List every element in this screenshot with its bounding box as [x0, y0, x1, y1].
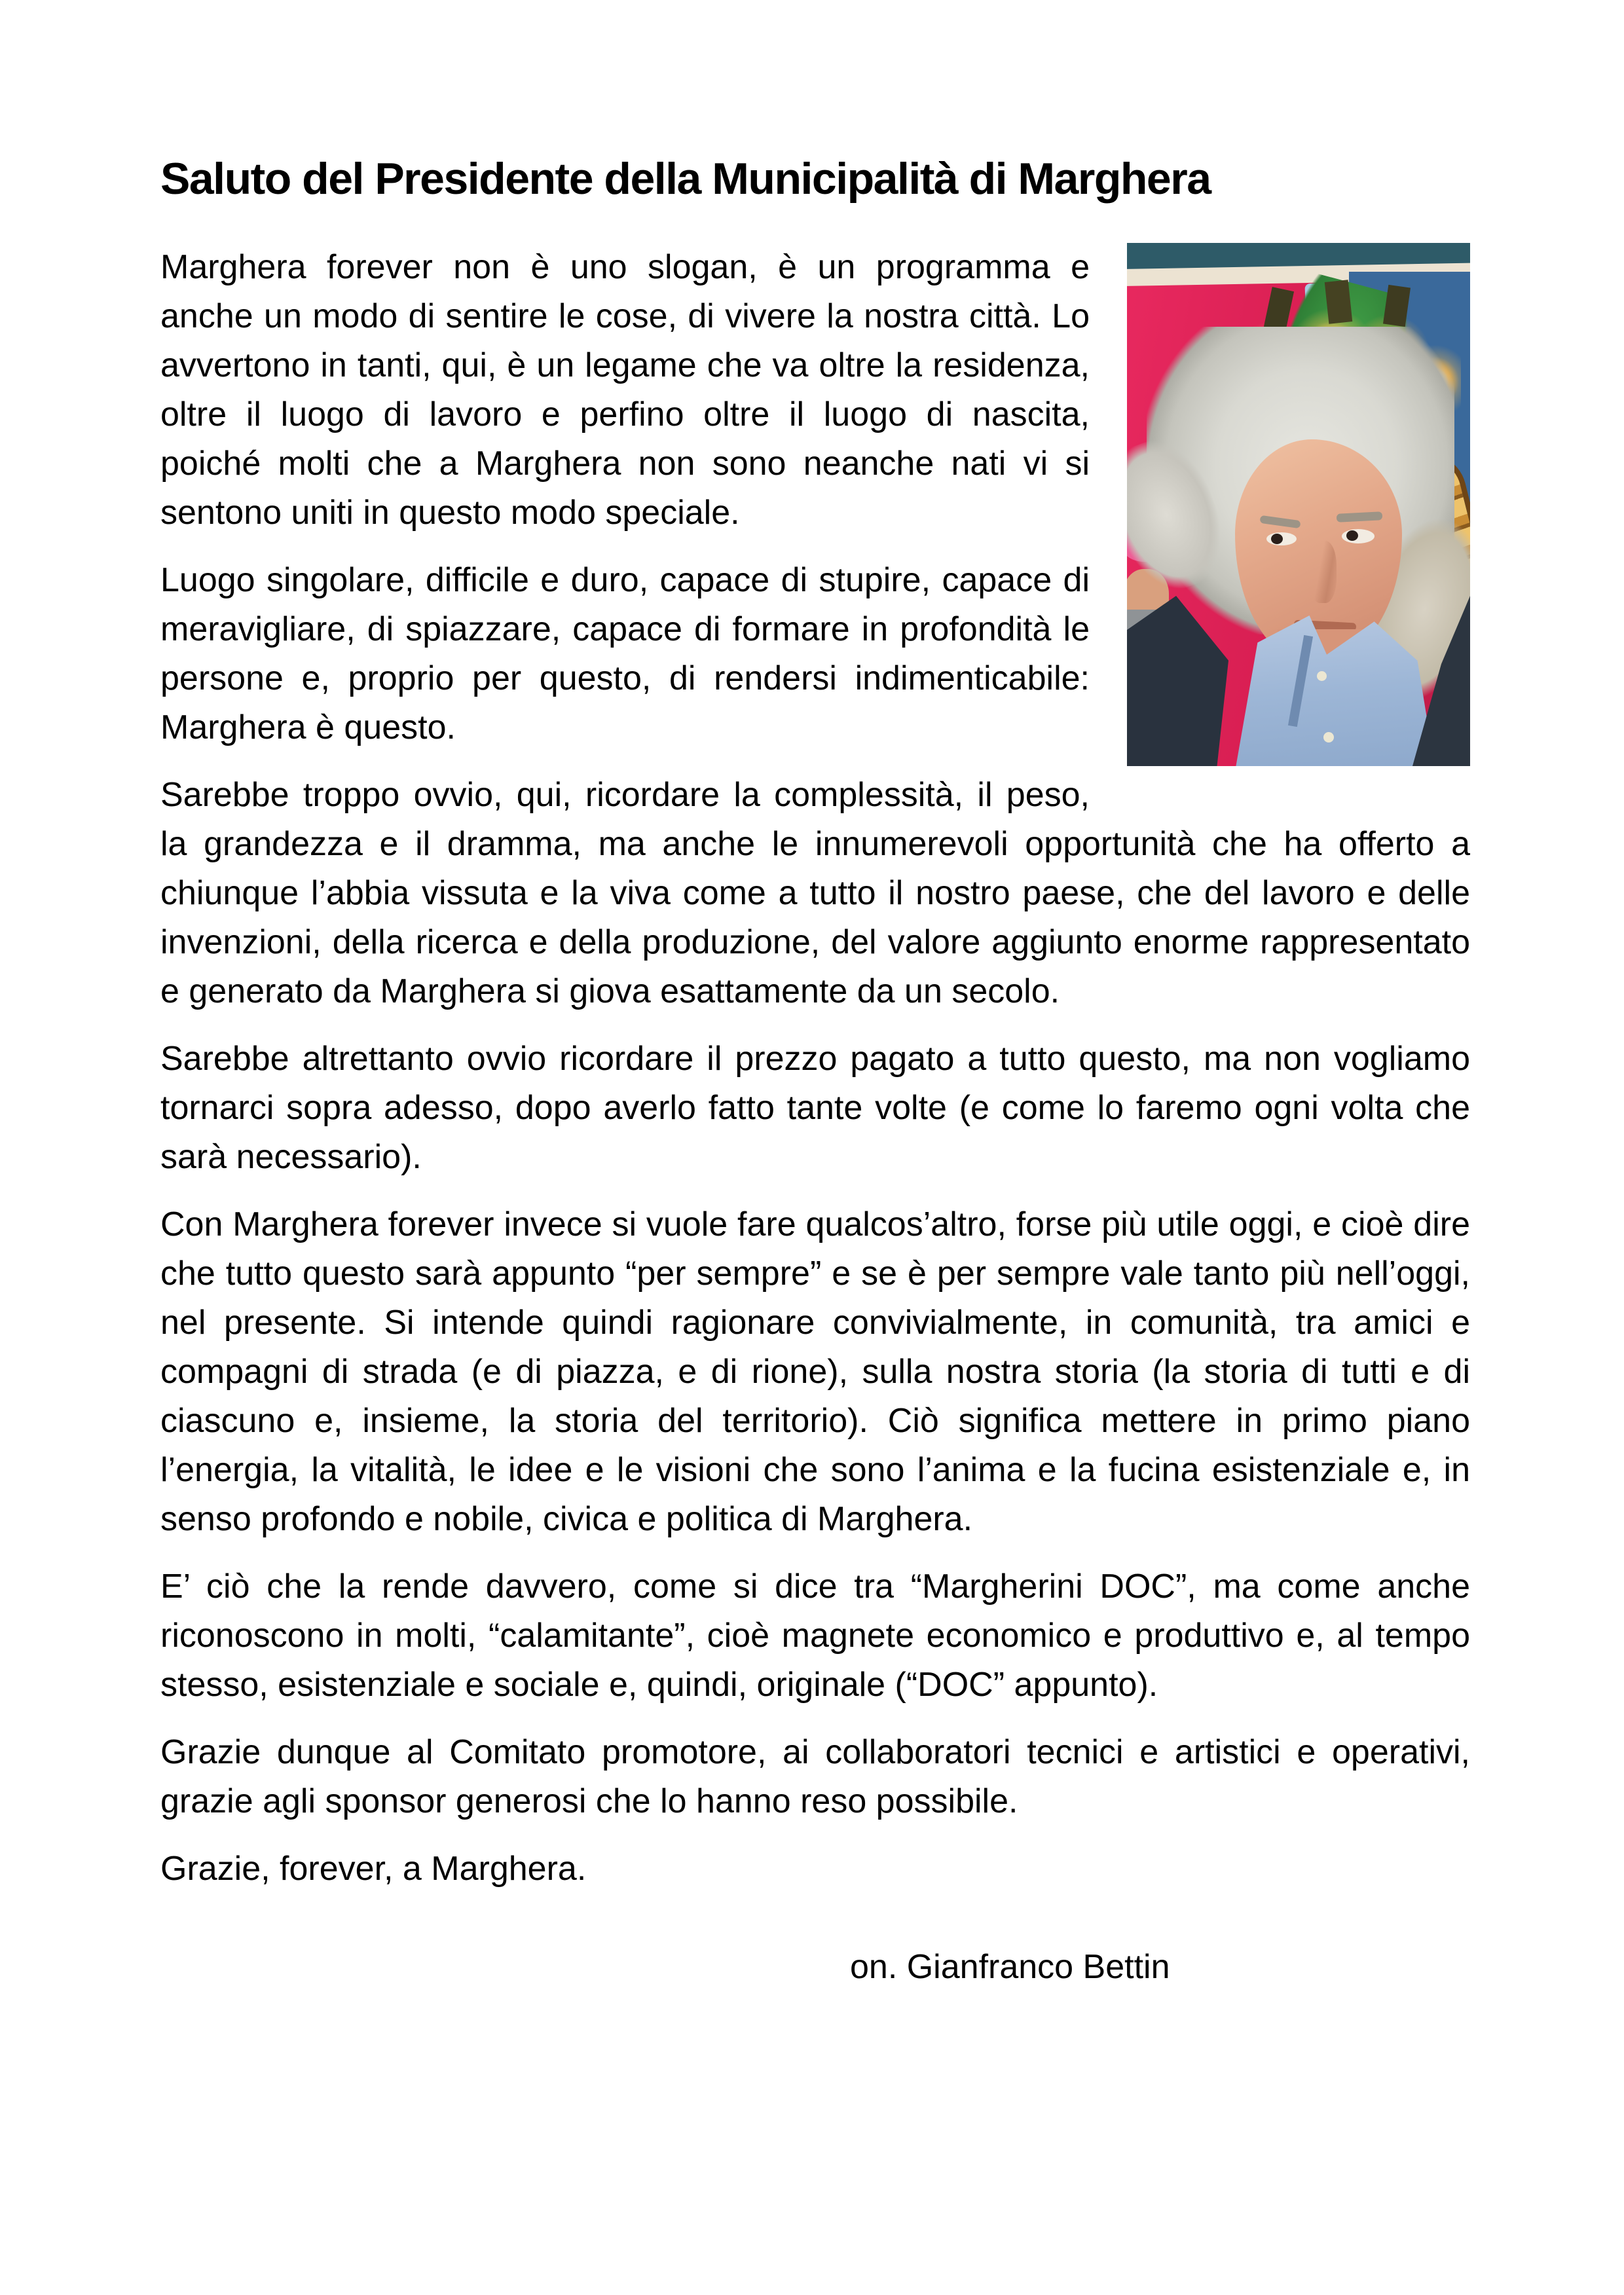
pupil-left — [1271, 534, 1283, 544]
signature: on. Gianfranco Bettin — [850, 1948, 1170, 1986]
portrait-photo — [1127, 243, 1470, 766]
paragraph-2: Luogo singolare, difficile e duro, capace di stupire, capace di meravigliare, di spiazzare, capace di formare in profondità le persone e, proprio per questo, di rendersi indimenticabile: Marghera è questo. — [160, 561, 1090, 746]
paragraph-5: Con Marghera forever invece si vuole fare qualcos’altro, forse più utile oggi, e cioè dire che tutto questo sarà appunto “per sempre” e se è per sempre vale tanto più nell’oggi, nel presente. Si intende quindi ragionare convivialmente, in comunità, tra amici e compagni di strada (e di piazza, e di rione), sulla nostra storia (la storia di tutti e di ciascuno e, insieme, la storia del territorio). Ciò significa mettere in primo piano l’energia, la vitalità, le idee e le visioni che sono l’anima e la fucina esistenziale e, in senso profondo e nobile, civica e politica di Marghera. — [160, 1205, 1470, 1538]
pupil-right — [1346, 530, 1358, 541]
stage-light-housing-2 — [1325, 280, 1352, 323]
paragraph-7: Grazie dunque al Comitato promotore, ai collaboratori tecnici e artistici e operativi, grazie agli sponsor generosi che lo hanno reso possibile. — [160, 1733, 1470, 1820]
man-nose-shadow — [1309, 541, 1337, 603]
man-eye-right — [1342, 529, 1375, 543]
document-body — [160, 243, 1470, 1992]
man-eye-left — [1266, 532, 1297, 545]
paragraph-1: Marghera forever non è uno slogan, è un programma e anche un modo di sentire le cose, di vivere la nostra città. Lo avvertono in tanti, qui, è un legame che va oltre la residenza, oltre il luogo di lavoro e perfino oltre il luogo di nascita, poiché molti che a Marghera non sono neanche nati vi si sentono uniti in questo modo speciale. — [160, 248, 1090, 532]
page-title: Saluto del Presidente della Municipalità di Marghera — [160, 154, 1211, 204]
paragraph-6: E’ ciò che la rende davvero, come si dice tra “Margherini DOC”, ma come anche riconoscono in molti, “calamitante”, cioè magnete economico e produttivo e, al tempo stesso, esistenziale e sociale e, quindi, originale (“DOC” appunto). — [160, 1568, 1470, 1704]
paragraph-4: Sarebbe altrettanto ovvio ricordare il prezzo pagato a tutto questo, ma non vogliamo tornarci sopra adesso, dopo averlo fatto tante volte (e come lo faremo ogni volta che sarà necessario). — [160, 1040, 1470, 1176]
shirt-button — [1323, 732, 1334, 743]
shirt-button-2 — [1317, 671, 1327, 681]
paragraph-8: Grazie, forever, a Marghera. — [160, 1850, 587, 1888]
paragraph-3: Sarebbe troppo ovvio, qui, ricordare la complessità, il peso, la grandezza e il dramma, ma anche le innumerevoli opportunità che ha offerto a chiunque l’abbia vissuta e la viva come a tutto il nostro paese, che del lavoro e delle invenzioni, della ricerca e della produzione, del valore aggiunto enorme rappresentato e generato da Marghera si giova esattamente da un secolo. — [160, 776, 1470, 1010]
